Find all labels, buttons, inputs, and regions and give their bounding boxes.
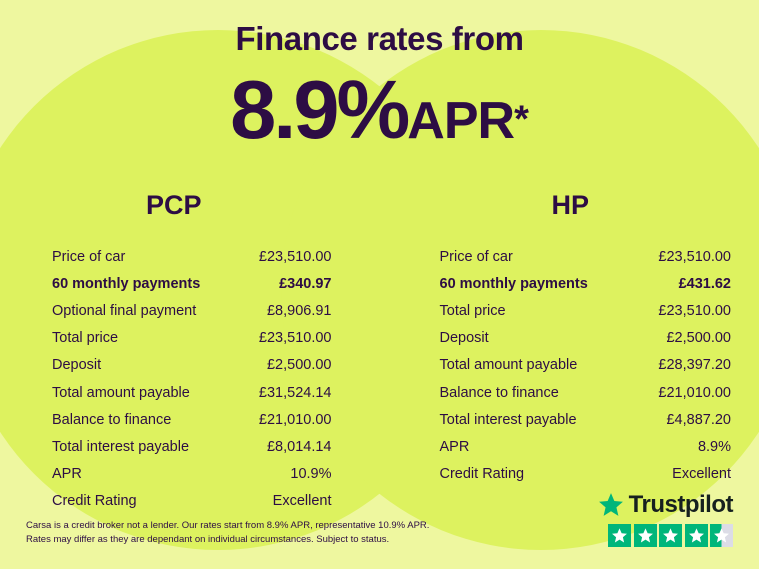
table-row	[52, 325, 332, 352]
row-value: 10.9%	[290, 466, 332, 483]
row-value: £8,014.14	[266, 438, 332, 455]
row-label: APR	[439, 438, 470, 455]
table-row	[440, 243, 732, 270]
rate-value: 8.9%	[230, 63, 408, 156]
pcp-column	[0, 190, 380, 515]
table-row	[52, 270, 332, 297]
page-title: Finance rates from	[235, 20, 524, 57]
row-label: Balance to finance	[439, 384, 559, 401]
table-row	[52, 379, 332, 406]
row-value: Excellent	[272, 493, 332, 510]
row-value: £31,524.14	[258, 384, 332, 401]
row-value: £2,500.00	[266, 357, 332, 374]
table-row	[52, 406, 332, 433]
hp-column-title: HP	[551, 190, 589, 220]
table-row	[440, 433, 732, 460]
row-label: 60 monthly payments	[52, 275, 201, 292]
pcp-column-title: PCP	[145, 190, 202, 220]
table-row	[440, 352, 732, 379]
table-row	[52, 433, 332, 460]
table-row	[440, 379, 732, 406]
table-row	[52, 461, 332, 488]
row-value: £23,510.00	[658, 302, 731, 319]
row-label: Total interest payable	[439, 411, 577, 428]
row-label: Price of car	[439, 248, 513, 265]
star-icon	[659, 524, 682, 547]
row-label: Price of car	[52, 248, 126, 265]
star-icon	[634, 524, 657, 547]
row-value: £23,510.00	[658, 248, 731, 265]
row-label: Total amount payable	[52, 384, 190, 401]
rate-asterisk: *	[514, 98, 529, 141]
table-row	[440, 406, 732, 433]
row-value: £21,010.00	[258, 411, 332, 428]
table-row	[52, 243, 332, 270]
row-value: £2,500.00	[666, 330, 731, 347]
row-value: £21,010.00	[658, 384, 731, 401]
table-row	[440, 325, 732, 352]
trustpilot-logo	[598, 491, 733, 519]
table-row	[440, 270, 732, 297]
disclaimer-text: Carsa is a credit broker not a lender. Our rates start from 8.9% APR, representative 10.9% APR. Rates may differ as they are dependant on individual circumstances. Subject to status.	[26, 519, 430, 545]
row-value: £431.62	[678, 275, 731, 292]
row-value: 8.9%	[697, 438, 731, 455]
row-label: APR	[52, 466, 82, 483]
table-row	[440, 461, 732, 488]
table-row	[52, 352, 332, 379]
row-value: £340.97	[279, 275, 332, 292]
hp-column	[380, 190, 759, 515]
row-label: Balance to finance	[52, 411, 172, 428]
table-row	[52, 488, 332, 515]
rate-headline	[0, 62, 759, 158]
row-label: Deposit	[439, 330, 489, 347]
trustpilot-rating	[598, 491, 733, 547]
finance-comparison	[0, 190, 759, 515]
row-value: £23,510.00	[258, 330, 332, 347]
row-value: £8,906.91	[266, 302, 332, 319]
row-label: Optional final payment	[52, 302, 197, 319]
table-row	[52, 297, 332, 324]
row-label: Total interest payable	[52, 438, 190, 455]
trustpilot-star-rating	[598, 524, 733, 547]
trustpilot-wordmark: Trustpilot	[628, 491, 733, 518]
row-value: £4,887.20	[666, 411, 731, 428]
row-label: Credit Rating	[439, 466, 525, 483]
row-label: Total price	[52, 330, 119, 347]
row-value: £28,397.20	[658, 357, 731, 374]
row-value: £23,510.00	[258, 248, 332, 265]
row-label: 60 monthly payments	[439, 275, 588, 292]
star-icon	[608, 524, 631, 547]
star-icon	[685, 524, 708, 547]
row-label: Total price	[439, 302, 506, 319]
row-value: Excellent	[672, 466, 731, 483]
trustpilot-star-icon	[598, 492, 624, 518]
row-label: Deposit	[52, 357, 102, 374]
table-row	[440, 297, 732, 324]
row-label: Total amount payable	[439, 357, 578, 374]
row-label: Credit Rating	[52, 493, 137, 510]
half-star-icon	[710, 524, 733, 547]
rate-unit: APR	[407, 92, 515, 150]
